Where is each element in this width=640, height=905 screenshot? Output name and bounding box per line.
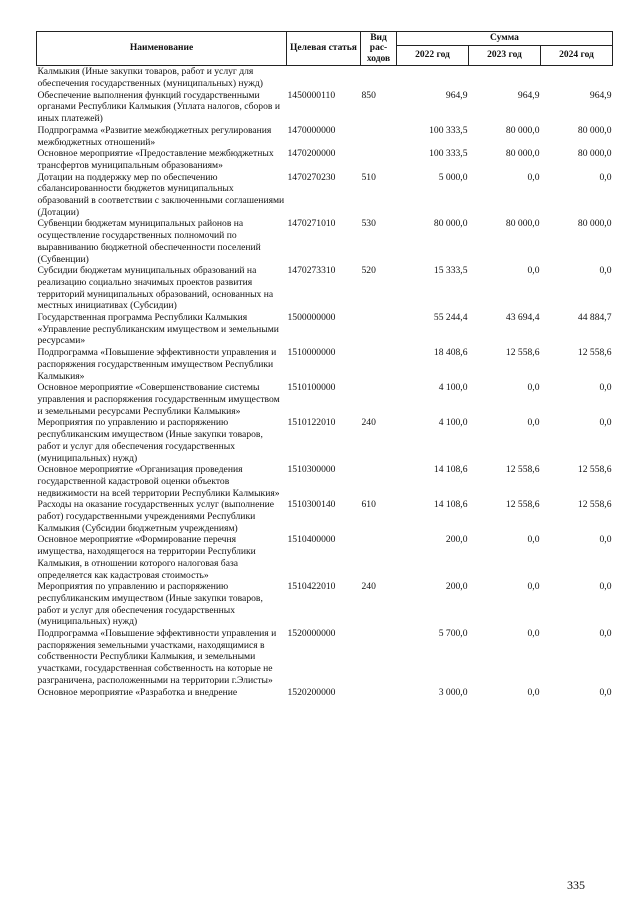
row-expense-kind xyxy=(361,66,397,90)
table-row xyxy=(37,417,613,464)
row-sum-2023: 0,0 xyxy=(527,628,540,640)
row-sum-2024: 0,0 xyxy=(599,417,612,429)
table-row xyxy=(37,581,613,628)
header-year-2024: 2024 год xyxy=(541,45,613,66)
row-expense-kind xyxy=(361,534,397,581)
row-name: Субсидии бюджетам муниципальных образований на реализацию социально значимых проектов развития территорий муниципальных образований, основанных на местных инициативах (Субсидии) xyxy=(37,265,274,312)
row-sum-2024: 0,0 xyxy=(599,265,612,277)
row-sum-2022: 3 000,0 xyxy=(438,686,468,698)
row-target-article: 1510422010 xyxy=(287,581,336,593)
row-expense-kind: 240 xyxy=(361,417,376,429)
row-sum-2023: 0,0 xyxy=(527,265,540,277)
row-sum-2022: 5 700,0 xyxy=(438,628,468,640)
row-expense-kind: 610 xyxy=(361,499,376,511)
row-expense-kind xyxy=(361,148,397,171)
row-expense-kind xyxy=(361,464,397,499)
table-row xyxy=(37,66,613,90)
row-sum-2024: 12 558,6 xyxy=(577,347,612,359)
row-name: Подпрограмма «Повышение эффективности управления и распоряжения государственным имуществом Республики Калмыкия» xyxy=(37,347,277,382)
row-sum-2022: 100 333,5 xyxy=(429,148,468,160)
row-sum-2023: 0,0 xyxy=(527,417,540,429)
row-target-article: 1470273310 xyxy=(287,265,336,277)
row-sum-2023: 80 000,0 xyxy=(505,148,540,160)
row-sum-2024: 0,0 xyxy=(599,686,612,698)
row-sum-2024: 80 000,0 xyxy=(577,148,612,160)
row-name: Основное мероприятие «Разработка и внедрение xyxy=(37,686,238,698)
row-target-article: 1510300140 xyxy=(287,499,336,511)
header-name: Наименование xyxy=(37,32,287,66)
row-sum-2024: 0,0 xyxy=(599,382,612,394)
row-sum-2024: 0,0 xyxy=(599,581,612,593)
row-expense-kind: 240 xyxy=(361,581,376,593)
row-name: Дотации на поддержку мер по обеспечению сбалансированности бюджетов муниципальных образований в соответствии с заключенными соглашениями (Дотации) xyxy=(37,171,285,218)
row-name: Основное мероприятие «Формирование перечня имущества, находящегося на территории Республики Калмыкия, в отношении которого налоговая база определяется как кадастровая стоимость» xyxy=(37,534,256,581)
row-expense-kind: 520 xyxy=(361,265,376,277)
row-sum-2023: 0,0 xyxy=(527,171,540,183)
table-row xyxy=(37,628,613,687)
row-sum-2023: 80 000,0 xyxy=(505,218,540,230)
row-target-article: 1520000000 xyxy=(287,628,336,640)
table-row xyxy=(37,265,613,312)
row-sum-2024: 964,9 xyxy=(589,89,612,101)
row-target-article: 1520200000 xyxy=(287,686,336,698)
row-expense-kind xyxy=(361,347,397,382)
row-expense-kind xyxy=(361,312,397,347)
header-year-2023: 2023 год xyxy=(469,45,541,66)
row-target-article: 1510300000 xyxy=(287,464,336,476)
row-expense-kind xyxy=(361,382,397,417)
row-expense-kind xyxy=(361,125,397,148)
table-row xyxy=(37,312,613,347)
row-expense-kind xyxy=(361,628,397,687)
row-name: Калмыкия (Иные закупки товаров, работ и услуг для обеспечения государственных (муниципальных) нужд) xyxy=(37,66,263,90)
row-name: Субвенции бюджетам муниципальных районов на осуществление государственных полномочий по выравниванию бюджетной обеспеченности поселений (Субвенции) xyxy=(37,218,261,265)
header-year-2022: 2022 год xyxy=(397,45,469,66)
row-sum-2023: 0,0 xyxy=(527,382,540,394)
row-sum-2022: 200,0 xyxy=(445,534,468,546)
table-body xyxy=(37,66,613,698)
row-expense-kind xyxy=(361,687,397,699)
row-sum-2023: 12 558,6 xyxy=(505,464,540,476)
table-row xyxy=(37,499,613,534)
budget-table xyxy=(36,31,613,698)
row-target-article: 1470200000 xyxy=(287,148,336,160)
row-sum-2024 xyxy=(541,66,613,90)
row-sum-2022: 100 333,5 xyxy=(429,124,468,136)
row-target-article: 1510122010 xyxy=(287,417,336,429)
row-sum-2023: 12 558,6 xyxy=(505,347,540,359)
row-expense-kind: 850 xyxy=(361,89,376,101)
page-number: 335 xyxy=(567,878,585,892)
header-target-article: Целевая статья xyxy=(287,32,361,66)
row-sum-2022: 14 108,6 xyxy=(433,499,468,511)
row-sum-2024: 80 000,0 xyxy=(577,218,612,230)
table-header xyxy=(37,32,613,66)
row-sum-2022: 55 244,4 xyxy=(433,312,468,324)
table-row xyxy=(37,90,613,125)
row-sum-2022: 5 000,0 xyxy=(438,171,468,183)
row-sum-2023: 0,0 xyxy=(527,686,540,698)
table-row xyxy=(37,464,613,499)
table-row xyxy=(37,148,613,171)
row-name: Подпрограмма «Повышение эффективности управления и распоряжения земельными участками, находящимися в собственности Республики Калмыкия, и земельными участками, государственная собственность на которые не разграничена, расположенными на территории г.Элисты» xyxy=(37,628,277,686)
row-target-article: 1510000000 xyxy=(287,347,336,359)
row-name: Мероприятия по управлению и распоряжению республиканским имуществом (Иные закупки товаров, работ и услуг для обеспечения государственных (муниципальных) нужд) xyxy=(37,581,263,628)
row-sum-2023: 964,9 xyxy=(517,89,540,101)
row-target-article: 1510100000 xyxy=(287,382,336,394)
row-sum-2023 xyxy=(469,66,541,90)
row-sum-2023: 0,0 xyxy=(527,534,540,546)
row-target-article xyxy=(287,66,361,90)
row-sum-2024: 80 000,0 xyxy=(577,124,612,136)
row-name: Расходы на оказание государственных услуг (выполнение работ) государственными учреждениями Республики Калмыкия (Субсидии бюджетным учреждениям) xyxy=(37,499,274,534)
row-sum-2024: 0,0 xyxy=(599,171,612,183)
table-row xyxy=(37,218,613,265)
table-row xyxy=(37,172,613,219)
row-sum-2022: 964,9 xyxy=(445,89,468,101)
row-sum-2022 xyxy=(397,66,469,90)
row-target-article: 1450000110 xyxy=(287,89,336,101)
header-expense-kind: Вид рас-ходов xyxy=(361,32,397,66)
table-row xyxy=(37,534,613,581)
row-target-article: 1500000000 xyxy=(287,312,336,324)
row-sum-2023: 0,0 xyxy=(527,581,540,593)
row-sum-2022: 200,0 xyxy=(445,581,468,593)
row-name: Основное мероприятие «Организация проведения государственной кадастровой оценки объектов недвижимости на всей территории Республики Калмыкия» xyxy=(37,464,280,499)
table-row xyxy=(37,125,613,148)
table-row xyxy=(37,347,613,382)
row-sum-2024: 44 884,7 xyxy=(577,312,612,324)
row-name: Обеспечение выполнения функций государственными органами Республики Калмыкия (Уплата налогов, сборов и иных платежей) xyxy=(37,89,280,125)
row-sum-2022: 18 408,6 xyxy=(433,347,468,359)
row-sum-2023: 43 694,4 xyxy=(505,312,540,324)
row-expense-kind: 510 xyxy=(361,171,376,183)
row-target-article: 1470000000 xyxy=(287,124,336,136)
row-sum-2023: 12 558,6 xyxy=(505,499,540,511)
row-sum-2022: 4 100,0 xyxy=(438,382,468,394)
row-sum-2022: 14 108,6 xyxy=(433,464,468,476)
header-sum: Сумма xyxy=(397,32,613,46)
row-sum-2024: 0,0 xyxy=(599,628,612,640)
row-expense-kind: 530 xyxy=(361,218,376,230)
row-target-article: 1470271010 xyxy=(287,218,336,230)
table-row xyxy=(37,687,613,699)
row-sum-2024: 0,0 xyxy=(599,534,612,546)
row-target-article: 1470270230 xyxy=(287,171,336,183)
row-sum-2022: 4 100,0 xyxy=(438,417,468,429)
row-sum-2022: 80 000,0 xyxy=(433,218,468,230)
row-sum-2022: 15 333,5 xyxy=(433,265,468,277)
row-name: Основное мероприятие «Совершенствование системы управления и распоряжения государственным имуществом и земельными ресурсами Республики Калмыкия» xyxy=(37,382,280,417)
row-name: Государственная программа Республики Калмыкия «Управление республиканским имуществом и земельными ресурсами» xyxy=(37,312,279,347)
table-row xyxy=(37,382,613,417)
row-sum-2024: 12 558,6 xyxy=(577,464,612,476)
row-name: Основное мероприятие «Предоставление межбюджетных трансфертов муниципальным образованиям» xyxy=(37,148,274,171)
row-target-article: 1510400000 xyxy=(287,534,336,546)
row-name: Мероприятия по управлению и распоряжению республиканским имуществом (Иные закупки товаров, работ и услуг для обеспечения государственных (муниципальных) нужд) xyxy=(37,417,263,464)
row-sum-2023: 80 000,0 xyxy=(505,124,540,136)
row-sum-2024: 12 558,6 xyxy=(577,499,612,511)
row-name: Подпрограмма «Развитие межбюджетных регулирования межбюджетных отношений» xyxy=(37,124,272,148)
